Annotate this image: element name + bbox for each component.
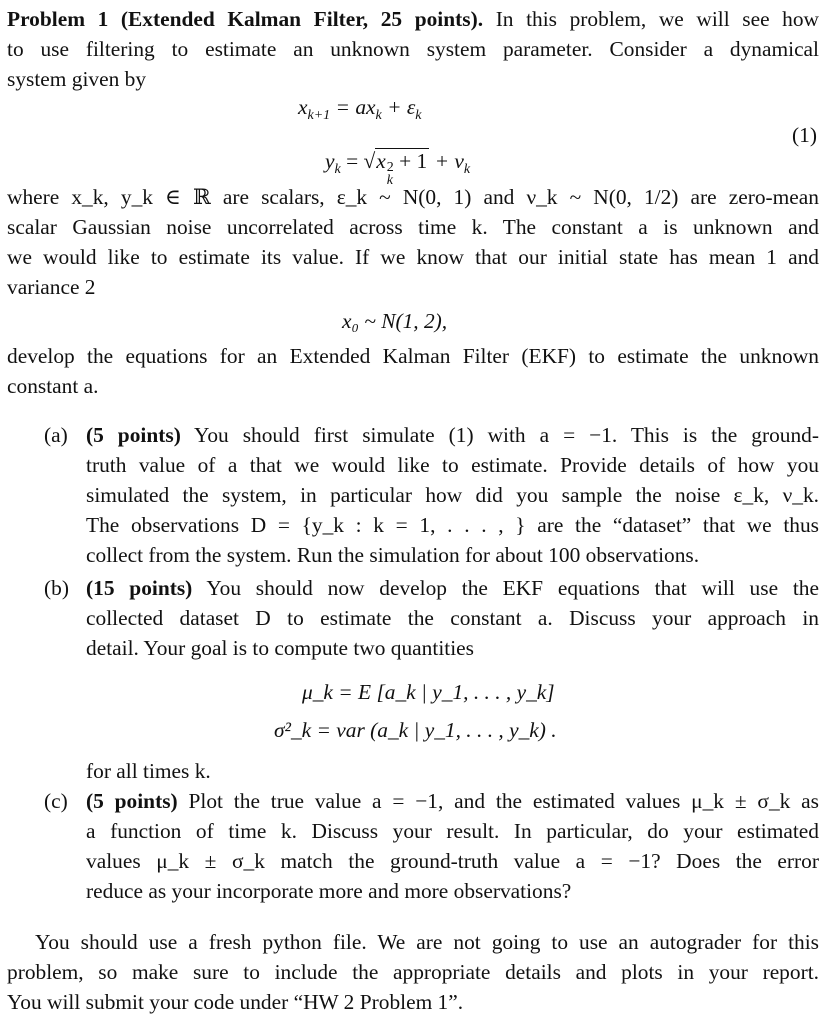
eq-lhs-y-sub: k	[334, 162, 341, 177]
part-a-body	[86, 420, 819, 570]
develop-paragraph	[7, 341, 819, 401]
where-line-3: we would like to estimate its value. If we know that our initial state has mean 1 and	[7, 245, 819, 269]
part-c-line-1	[86, 786, 819, 816]
part-a-line-3: simulated the system, in particular how did you sample the noise ε_k, ν_k.	[86, 483, 819, 507]
intro-paragraph	[7, 4, 819, 94]
eq-rhs-nu: + ν	[429, 149, 464, 173]
eq-rhs-nu-sub: k	[463, 162, 471, 177]
part-c-text-1: Plot the true value a = −1, and the estimated values μ_k ± σ_k as	[188, 789, 819, 813]
eq-rhs-eps-sub: k	[415, 108, 422, 123]
equation-state	[298, 92, 422, 126]
part-c-points: (5 points)	[86, 789, 178, 813]
intro-line-1	[7, 4, 819, 34]
closing-line-1: You should use a fresh python file. We are not going to use an autograder for this	[35, 930, 819, 954]
intro-line-2: to use filtering to estimate an unknown system parameter. Consider a dynamical	[7, 37, 819, 61]
equation-observation	[325, 146, 470, 187]
part-c-line-2: a function of time k. Discuss your result. In particular, do your estimated	[86, 819, 819, 843]
part-c-line-4: reduce as your incorporate more and more observations?	[86, 879, 572, 903]
part-c-body	[86, 786, 819, 906]
where-line-1: where x_k, y_k ∈ ℝ are scalars, ε_k ~ N(0, 1) and ν_k ~ N(0, 1/2) are zero-mean	[7, 185, 819, 209]
part-b-label: (b)	[44, 576, 69, 600]
part-b-line-3: detail. Your goal is to compute two quantities	[86, 636, 474, 660]
part-a-text-1: You should first simulate (1) with a = −1. This is the ground-	[194, 423, 819, 447]
where-line-2: scalar Gaussian noise uncorrelated across time k. The constant a is unknown and	[7, 215, 819, 239]
equation-sigma: σ²_k = var (a_k | y_1, . . . , y_k) .	[274, 718, 557, 742]
part-b-line-2: collected dataset D to estimate the constant a. Discuss your approach in	[86, 606, 819, 630]
eq-rad-tail: + 1	[393, 149, 428, 173]
part-c-label: (c)	[44, 789, 68, 813]
sqrt-icon: √	[363, 149, 376, 173]
eq-rad-x: x	[376, 149, 386, 173]
part-b-points: (15 points)	[86, 576, 193, 600]
part-a-line-2: truth value of a that we would like to estimate. Provide details of how you	[86, 453, 819, 477]
eq-lhs-y: y	[325, 149, 335, 173]
closing-paragraph	[7, 927, 819, 1017]
part-a-line-5: collect from the system. Run the simulation for about 100 observations.	[86, 543, 700, 567]
part-c-line-3: values μ_k ± σ_k match the ground-truth value a = −1? Does the error	[86, 849, 819, 873]
eq-rhs-eps: + ε	[381, 95, 416, 119]
part-b-body	[86, 573, 819, 663]
part-a-label: (a)	[44, 423, 68, 447]
develop-line-2: constant a.	[7, 374, 99, 398]
eq-lhs-x: x	[298, 95, 308, 119]
eq-equals: =	[346, 149, 359, 173]
closing-line-2: problem, so make sure to include the appropriate details and plots in your report.	[7, 960, 819, 984]
problem-title: Problem 1 (Extended Kalman Filter, 25 points).	[7, 7, 484, 31]
where-line-4: variance 2	[7, 275, 96, 299]
part-a-line-1	[86, 420, 819, 450]
initial-state-equation: x₀ ~ N(1, 2),	[342, 309, 448, 333]
part-b-text-1: You should now develop the EKF equations that will use the	[206, 576, 819, 600]
equation-number: (1)	[792, 123, 817, 147]
eq-rad-sub: k	[386, 173, 393, 188]
intro-line-3: system given by	[7, 67, 147, 91]
eq-rhs-ax-sub: k	[375, 108, 382, 123]
where-paragraph	[7, 182, 819, 302]
eq-rad-sup: 2	[386, 160, 394, 175]
closing-line-3: You will submit your code under “HW 2 Problem 1”.	[7, 990, 464, 1014]
part-b-after: for all times k.	[86, 759, 211, 783]
equation-mu: μ_k = E [a_k | y_1, . . . , y_k]	[302, 680, 555, 704]
part-a-line-4: The observations D = {y_k : k = 1, . . . , } are the “dataset” that we thus	[86, 513, 819, 537]
part-b-line-1	[86, 573, 819, 603]
part-a-points: (5 points)	[86, 423, 181, 447]
develop-line-1: develop the equations for an Extended Kalman Filter (EKF) to estimate the unknown	[7, 344, 819, 368]
eq-rhs-ax: = ax	[335, 95, 376, 119]
intro-text-1: In this problem, we will see how	[495, 7, 819, 31]
eq-lhs-x-sub: k+1	[307, 108, 331, 123]
